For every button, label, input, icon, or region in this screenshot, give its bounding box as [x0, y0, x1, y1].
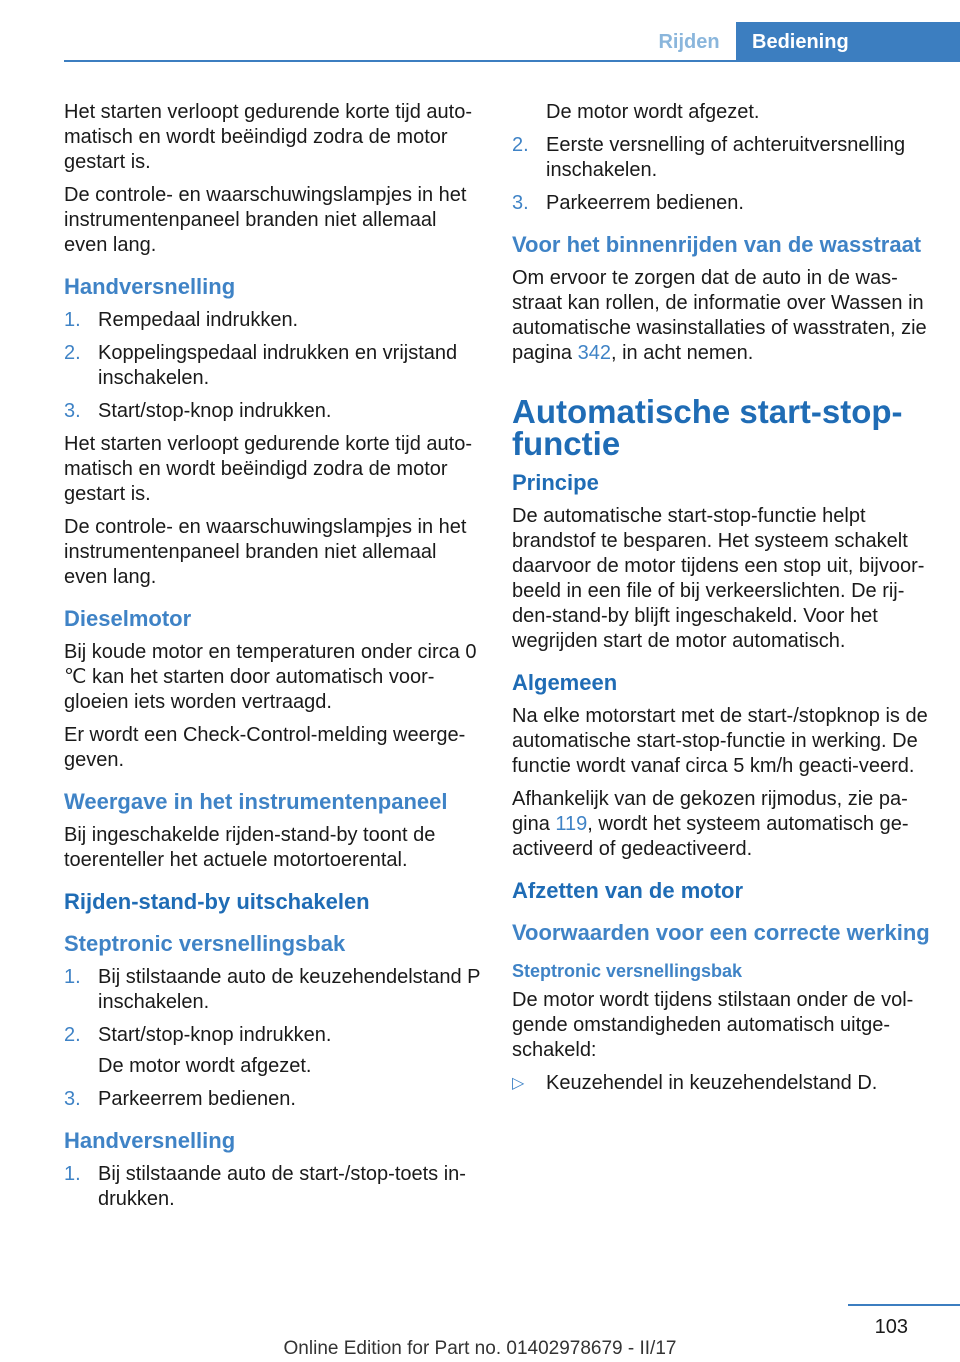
step-subtext: De motor wordt afgezet.	[546, 101, 760, 123]
left-column	[64, 100, 482, 1220]
section-heading-principe: Principe	[512, 470, 599, 495]
paragraph: Het starten verloopt gedurende korte tijd auto-matisch en wordt beëindigd zodra de motor gestart is.	[64, 433, 473, 505]
bullet-text: Keuzehendel in keuzehendelstand D.	[546, 1072, 878, 1094]
paragraph: Bij koude motor en temperaturen onder circa 0 ℃ kan het starten door automatisch voor-gloeien iets worden vertraagd.	[64, 641, 477, 713]
paragraph: De controle- en waarschuwingslampjes in het instrumentenpaneel branden niet allemaal even lang.	[64, 516, 467, 588]
page-link[interactable]: 119	[555, 813, 588, 835]
paragraph: Er wordt een Check-Control-melding weerge-geven.	[64, 724, 466, 771]
step-number: 3.	[64, 1088, 81, 1110]
steps-list	[64, 1162, 482, 1212]
list-item	[64, 1162, 482, 1212]
list-item	[512, 191, 930, 216]
step-text: Start/stop-knop indrukken.	[98, 1024, 332, 1046]
list-item	[512, 1071, 930, 1096]
section-heading-algemeen: Algemeen	[512, 670, 618, 695]
steps-list	[512, 133, 930, 216]
section-heading-voorwaarden: Voorwaarden voor een correcte werking	[512, 920, 930, 945]
paragraph: Afhankelijk van de gekozen rijmodus, zie pa-gina 119, wordt het systeem automatisch ge-activeerd of gedeactiveerd.	[512, 788, 909, 860]
list-item	[64, 341, 482, 391]
step-number: 1.	[64, 966, 81, 988]
step-text: Rempedaal indrukken.	[98, 309, 299, 331]
section-heading-wasstraat: Voor het binnenrijden van de wasstraat	[512, 232, 922, 257]
paragraph: De automatische start-stop-functie helpt brandstof te besparen. Het systeem schakelt daarvoor de motor tijdens een stop uit, bijvoor-beeld in een file of bij verkeerslichten. De rij-den-stand-by blijft ingeschakeld. Voor het wegrijden start de motor automatisch.	[512, 505, 925, 652]
triangle-bullet-icon: ▷	[512, 1075, 525, 1092]
edition-footer: Online Edition for Part no. 01402978679 - II/17	[283, 1338, 677, 1359]
tab-bediening[interactable]: Bediening	[736, 22, 960, 62]
list-item	[64, 965, 482, 1015]
right-column	[512, 100, 930, 1104]
step-number: 1.	[64, 309, 81, 331]
paragraph: De controle- en waarschuwingslampjes in het instrumentenpaneel branden niet allemaal even lang.	[64, 184, 467, 256]
steps-list	[64, 965, 482, 1048]
step-number: 3.	[64, 400, 81, 422]
paragraph: Om ervoor te zorgen dat de auto in de was-straat kan rollen, de informatie over Wassen in automatische wasinstallaties of wasstraten, zie pagina 342, in acht nemen.	[512, 267, 927, 364]
paragraph: Na elke motorstart met de start-/stopknop is de automatische start-stop-functie in werking. De functie wordt vanaf circa 5 km/h geacti-veerd.	[512, 705, 928, 777]
step-number: 1.	[64, 1163, 81, 1185]
section-heading-weergave: Weergave in het instrumentenpaneel	[64, 789, 448, 814]
list-item	[64, 1087, 482, 1112]
footer-rule	[848, 1304, 960, 1306]
bullet-list	[512, 1071, 930, 1096]
page-number: 103	[874, 1316, 908, 1338]
list-item	[64, 399, 482, 424]
step-text: Start/stop-knop indrukken.	[98, 400, 332, 422]
step-text: Parkeerrem bedienen.	[546, 192, 744, 214]
step-text: Eerste versnelling of achteruitversnelling inschakelen.	[546, 134, 906, 181]
list-item	[64, 308, 482, 333]
section-heading-handversnelling-2: Handversnelling	[64, 1128, 236, 1153]
step-number: 2.	[64, 342, 81, 364]
chapter-title: Automatische start-stop-functie	[512, 393, 903, 462]
paragraph: De motor wordt tijdens stilstaan onder de vol-gende omstandigheden automatisch uitge-schakeld:	[512, 989, 914, 1061]
step-number: 2.	[512, 134, 529, 156]
steps-list	[64, 1087, 482, 1112]
step-subtext: De motor wordt afgezet.	[98, 1055, 312, 1077]
section-heading-uitschakelen: Rijden-stand-by uitschakelen	[64, 889, 370, 914]
list-item	[512, 133, 930, 183]
step-text: Bij stilstaande auto de keuzehendelstand P inschakelen.	[98, 966, 481, 1013]
step-text: Bij stilstaande auto de start-/stop-toets in-drukken.	[98, 1163, 466, 1210]
section-heading-steptronic: Steptronic versnellingsbak	[64, 931, 346, 956]
paragraph: Bij ingeschakelde rijden-stand-by toont de toerenteller het actuele motortoerental.	[64, 824, 436, 871]
paragraph: Het starten verloopt gedurende korte tijd auto-matisch en wordt beëindigd zodra de motor gestart is.	[64, 101, 473, 173]
tab-rijden[interactable]: Rijden	[642, 22, 736, 62]
step-number: 3.	[512, 192, 529, 214]
header-rule	[64, 60, 960, 62]
step-text: Koppelingspedaal indrukken en vrijstand inschakelen.	[98, 342, 458, 389]
step-number: 2.	[64, 1024, 81, 1046]
step-text: Parkeerrem bedienen.	[98, 1088, 296, 1110]
page-link[interactable]: 342	[577, 342, 611, 364]
list-item	[64, 1023, 482, 1048]
section-heading-dieselmotor: Dieselmotor	[64, 606, 192, 631]
section-heading-afzetten: Afzetten van de motor	[512, 878, 744, 903]
section-heading-handversnelling: Handversnelling	[64, 274, 236, 299]
subsection-heading-steptronic: Steptronic versnellingsbak	[512, 961, 743, 981]
steps-list	[64, 308, 482, 424]
